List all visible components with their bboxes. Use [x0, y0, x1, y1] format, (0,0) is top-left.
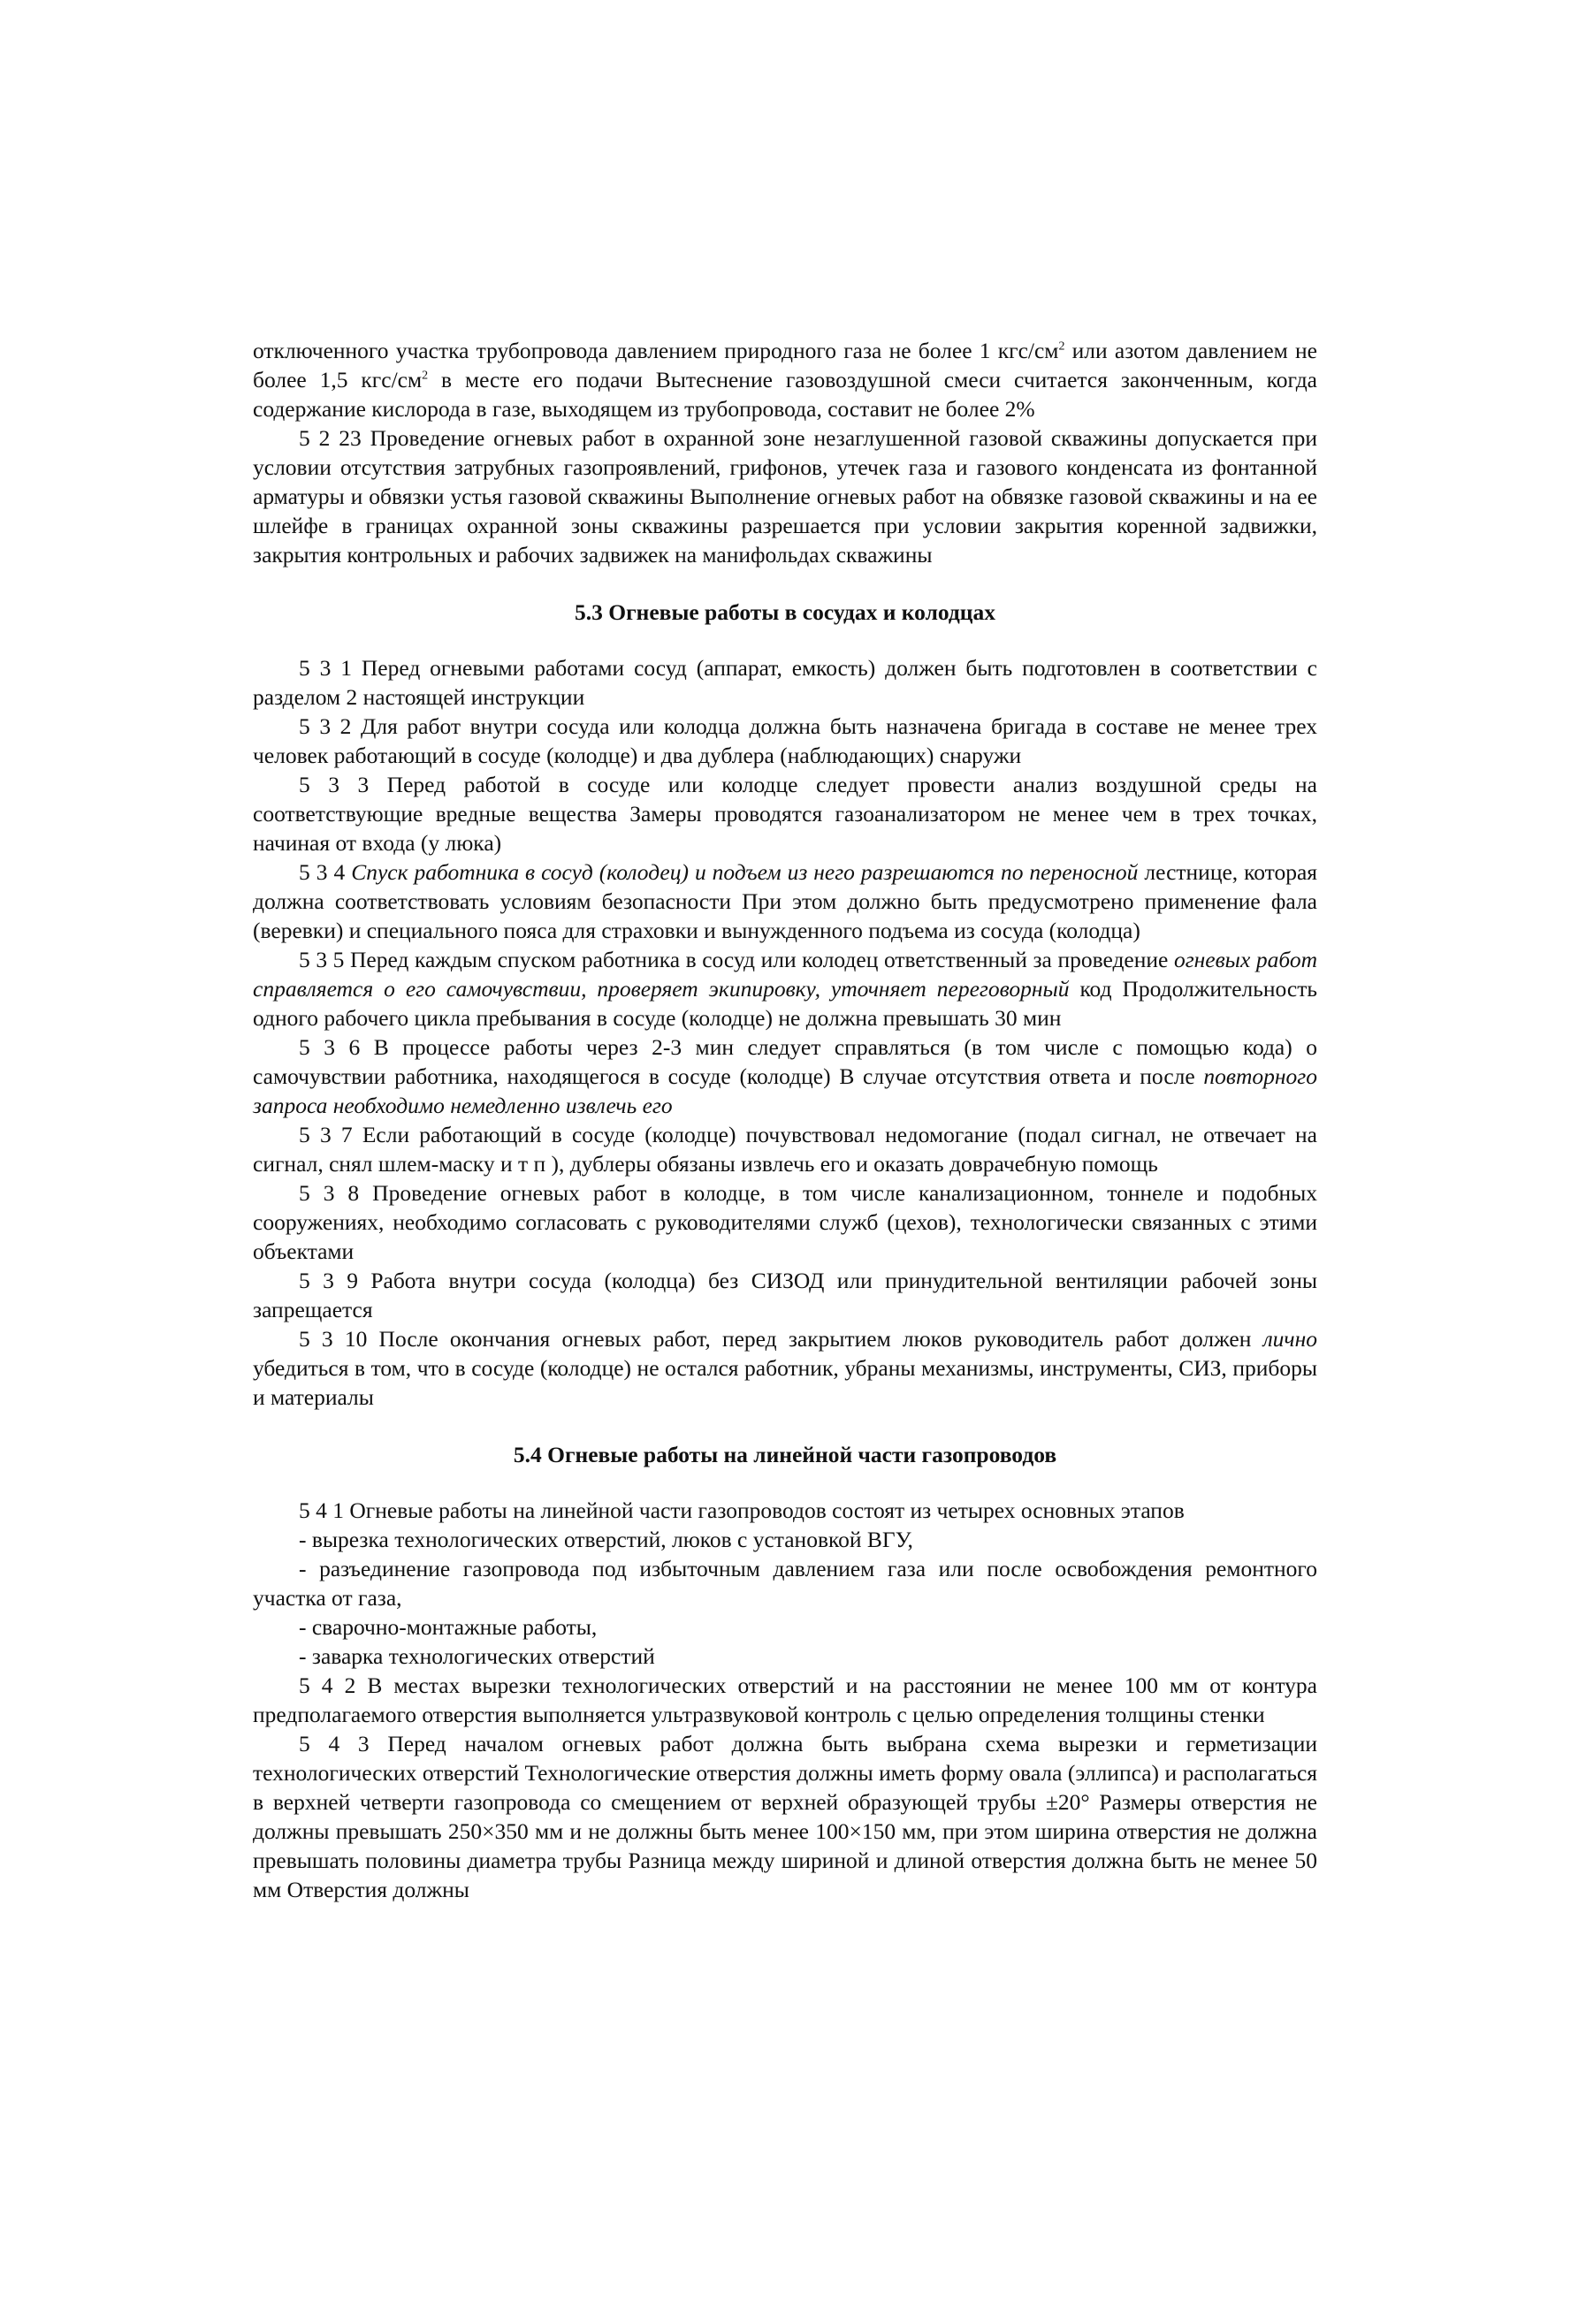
paragraph-5-3-1: 5 3 1 Перед огневыми работами сосуд (аппарат, емкость) должен быть подготовлен в соответствии с разделом 2 настоящей инструкции — [253, 655, 1317, 710]
text-run: 5 3 10 После окончания огневых работ, перед закрытием люков руководитель работ должен — [299, 1326, 1263, 1352]
list-item: - заварка технологических отверстий — [299, 1643, 655, 1669]
text-run: код Продолжительность одного рабочего цикла пребывания в сосуде (колодце) не должна превышать 30 мин — [253, 976, 1317, 1031]
text-run: в месте его подачи Вытеснение газовоздушной смеси считается законченным, когда содержание кислорода в газе, выходящем из трубопровода, составит не более 2% — [253, 367, 1317, 422]
text-run: отключенного участка трубопровода давлением природного газа не более 1 кгс/см — [253, 338, 1059, 363]
list-item: - сварочно-монтажные работы, — [299, 1614, 598, 1640]
paragraph-5-3-4 — [253, 857, 1317, 945]
italic-text-run: огневых работ справляется о его самочувствии, проверяет экипировку, уточняет переговорный — [253, 947, 1317, 1002]
paragraph-5-4-3: 5 4 3 Перед началом огневых работ должна быть выбрана схема вырезки и герметизации технологических отверстий Технологические отверстия должны иметь форму овала (эллипса) и располагаться в верхней четверти газопровода со смещением от верхней образующей трубы ±20° Размеры отверстия не должны превышать 250×350 мм и не должны быть менее 100×150 мм, при этом ширина отверстия не должна превышать половины диаметра трубы Разница между шириной и длиной отверстия должна быть не менее 50 мм Отверстия должны — [253, 1731, 1317, 1902]
list-item: - вырезка технологических отверстий, люков с установкой ВГУ, — [299, 1527, 913, 1552]
document-page — [253, 336, 1317, 1904]
paragraph-continuation — [253, 336, 1317, 423]
text-run: лестнице, которая должна соответствовать условиям безопасности При этом должно быть предусмотрено применение фала (веревки) и специального пояса для страховки и вынужденного подъема из сосуда (колодца) — [253, 859, 1318, 943]
section-heading-5-4: 5.4 Огневые работы на линейной части газопроводов — [513, 1442, 1057, 1467]
list-item: - разъединение газопровода под избыточным давлением газа или после освобождения ремонтного участка от газа, — [253, 1556, 1317, 1611]
italic-text-run: Спуск работника в сосуд (колодец) и подъем из него разрешаются по переносной — [351, 859, 1139, 885]
paragraph-5-3-3: 5 3 3 Перед работой в сосуде или колодце следует провести анализ воздушной среды на соответствующие вредные вещества Замеры проводятся газоанализатором не менее чем в трех точках, начиная от входа (у люка) — [253, 772, 1317, 856]
paragraph-5-3-6 — [253, 1032, 1317, 1120]
text-run: 5 3 4 — [299, 859, 352, 885]
text-run: или азотом давлением не более 1,5 кгс/см — [253, 338, 1317, 392]
paragraph-5-2-23: 5 2 23 Проведение огневых работ в охранной зоне незаглушенной газовой скважины допускается при условии отсутствия затрубных газопроявлений, грифонов, утечек газа и газового конденсата из фонтанной арматуры и обвязки устья газовой скважины Выполнение огневых работ на обвязке газовой скважины и на ее шлейфе в границах охранной зоны скважины разрешается при условии закрытия коренной задвижки, закрытия контрольных и рабочих задвижек на манифольдах скважины — [253, 425, 1317, 568]
paragraph-5-3-10 — [253, 1324, 1317, 1412]
paragraph-5-3-8: 5 3 8 Проведение огневых работ в колодце, в том числе канализационном, тоннеле и подобных сооружениях, необходимо согласовать с руководителями служб (цехов), технологически связанных с этими объектами — [253, 1180, 1317, 1264]
paragraph-5-3-7: 5 3 7 Если работающий в сосуде (колодце) почувствовал недомогание (подал сигнал, не отвечает на сигнал, снял шлем-маску и т п ), дублеры обязаны извлечь его и оказать доврачебную помощь — [253, 1122, 1317, 1177]
text-run: убедиться в том, что в сосуде (колодце) не остался работник, убраны механизмы, инструменты, СИЗ, приборы и материалы — [253, 1355, 1317, 1410]
text-run: 5 3 5 Перед каждым спуском работника в сосуд или колодец ответственный за проведение — [299, 947, 1174, 972]
paragraph-5-4-2: 5 4 2 В местах вырезки технологических отверстий и на расстоянии не менее 100 мм от контура предполагаемого отверстия выполняется ультразвуковой контроль с целью определения толщины стенки — [253, 1673, 1317, 1727]
text-run: 5 3 6 В процессе работы через 2-3 мин следует справляться (в том числе с помощью кода) о самочувствии работника, находящегося в сосуде (колодце) В случае отсутствия ответа и после — [253, 1034, 1317, 1089]
paragraph-5-3-9: 5 3 9 Работа внутри сосуда (колодца) без СИЗОД или принудительной вентиляции рабочей зоны запрещается — [253, 1268, 1317, 1322]
section-heading-5-3: 5.3 Огневые работы в сосудах и колодцах — [575, 599, 995, 625]
paragraph-5-4-1: 5 4 1 Огневые работы на линейной части газопроводов состоят из четырех основных этапов — [299, 1497, 1185, 1523]
paragraph-5-3-5 — [253, 945, 1317, 1032]
superscript: 2 — [1058, 339, 1065, 354]
paragraph-5-3-2: 5 3 2 Для работ внутри сосуда или колодца должна быть назначена бригада в составе не менее трех человек работающий в сосуде (колодце) и два дублера (наблюдающих) снаружи — [253, 713, 1317, 768]
italic-text-run: повторного запроса необходимо немедленно извлечь его — [253, 1063, 1317, 1118]
italic-text-run: лично — [1262, 1326, 1317, 1352]
superscript: 2 — [422, 369, 429, 383]
